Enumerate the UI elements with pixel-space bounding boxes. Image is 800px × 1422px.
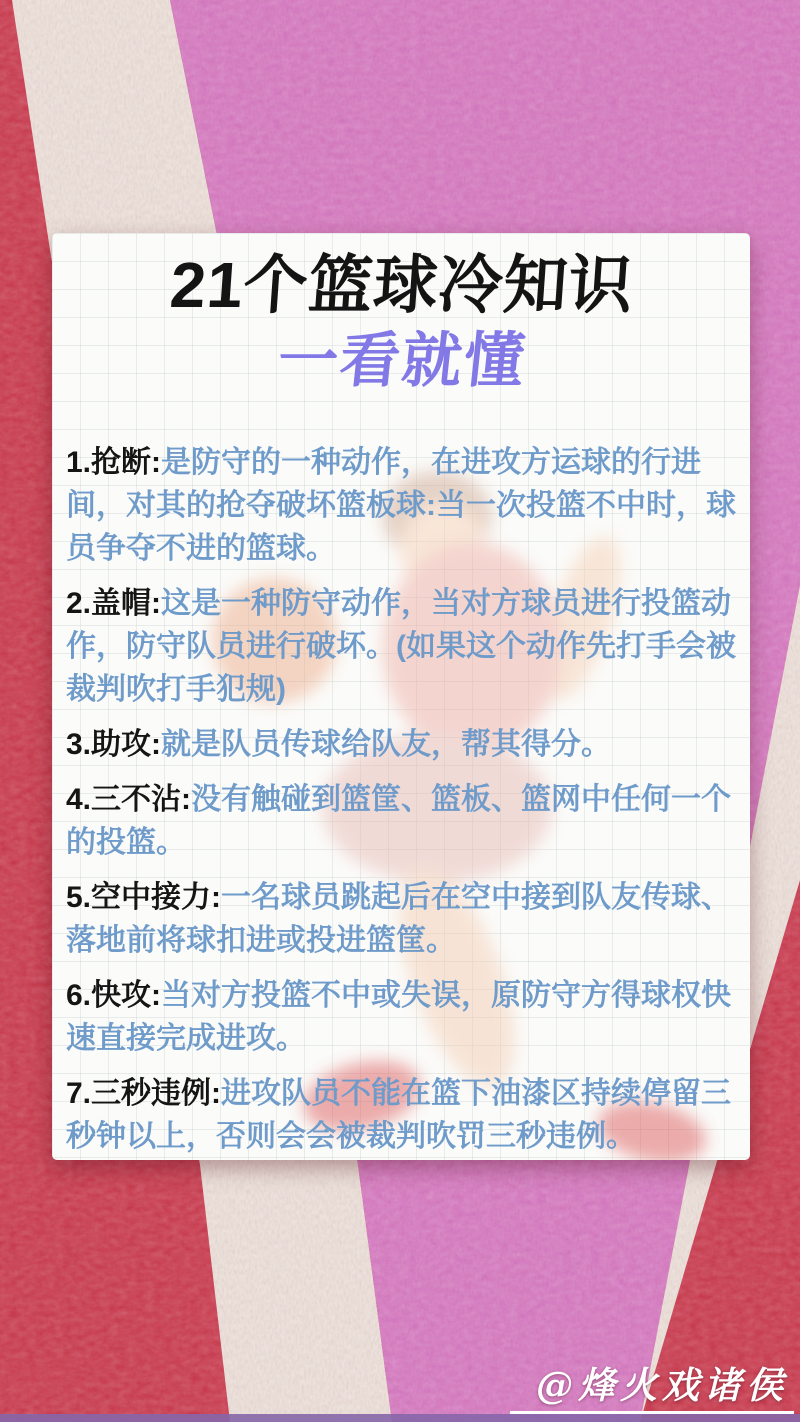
list-item [66,876,738,962]
bottom-purple-strip [0,1414,800,1422]
list-item [66,582,738,711]
item-desc: 没有触碰到篮筐、篮板、篮网中任何一个的投篮。 [66,783,732,859]
item-term: 1.抢断: [66,446,162,479]
item-term: 3.助攻: [66,728,162,761]
list-item [66,778,738,864]
item-desc: 当对方投篮不中或失误，原防守方得球权快速直接完成进攻。 [66,979,732,1055]
item-term: 5.空中接力: [66,881,222,914]
list-item [66,974,738,1060]
item-desc: 进攻队员不能在篮下油漆区持续停留三秒钟以上，否则会会被裁判吹罚三秒违例。 [66,1077,732,1153]
list-item [66,441,738,570]
item-term: 6.快攻: [66,979,162,1012]
knowledge-list [66,441,738,1158]
item-desc: 是防守的一种动作，在进攻方运球的行进间，对其的抢夺破坏篮板球:当一次投篮不中时，球员争夺不进的篮球。 [66,446,736,565]
watermark: @烽火戏诸侯 [510,1364,794,1414]
item-desc: 一名球员跳起后在空中接到队友传球、落地前将球扣进或投进篮筐。 [66,881,732,957]
poster-subtitle: 一看就懂 [274,327,530,394]
item-term: 7.三秒违例: [66,1077,222,1110]
item-term: 4.三不沾: [66,783,192,816]
list-item [66,723,738,766]
poster-title: 21个篮球冷知识 [167,249,637,321]
item-term: 2.盖帽: [66,587,162,620]
item-desc: 就是队员传球给队友，帮其得分。 [161,728,612,761]
item-desc: 这是一种防守动作，当对方球员进行投篮动作，防守队员进行破坏。(如果这个动作先打手会被裁判吹打手犯规) [66,587,736,706]
list-item [66,1072,738,1158]
info-card [52,233,750,1160]
card-content [52,233,750,1158]
